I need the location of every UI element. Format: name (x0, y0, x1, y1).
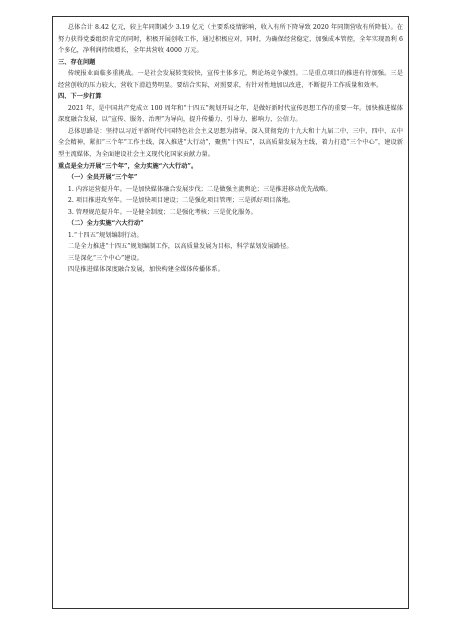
para-8: 1.“十四五”规划编制行动。 (67, 231, 143, 239)
para-10: 三是深化“三个中心”建设。 (67, 254, 143, 262)
para-9: 二是全力推进“十四五”规划编制工作，以高质量发展为目标，科学谋划发展路径。 (67, 243, 293, 251)
subheading-six-actions: （二）全力实施“六大行动” (67, 220, 144, 228)
para-3: 2021 年，是中国共产党成立 100 周年和“十四五”规划开局之年，是做好新时代宣传思想工作的重要一年。加快推进媒体深度融合发展，以“宣传、服务、治理”为导向，提升传播力、引导力、影响力、公信力。 (58, 104, 403, 124)
para-1: 总体合计 8.42 亿元，较上年同期减少 3.19 亿元（主要系疫情影响，收入有所下降导致 2020 年同期营收有所降低）。在努力获得党委组织肯定的同时，积极开展创收工作，通过积极应对，同时，为确保经营稳定，加强成本管控，全年实现盈利 6 个多亿，净利润持续增长，全年共营收 4000 万元。 (58, 24, 403, 55)
para-6: 2. 项目推进攻坚年。一是加快项目建设；二是强化项目管理；三是抓好项目落地。 (67, 197, 295, 205)
subheading-three-years: （一）全员开展“三个年” (67, 174, 138, 182)
para-11: 四是推进媒体深度融合发展，加快构建全媒体传播体系。 (67, 266, 224, 274)
para-4: 总体思路是：坚持以习近平新时代中国特色社会主义思想为指导，深入贯彻党的十九大和十九届二中、三中、四中、五中全会精神，紧扣“三个年”工作主线，深入推进“大行动”，聚焦“十四五”，以高质量发展为主线，着力打造“三个中心”，建设新型主流媒体，为全面建设社会主义现代化国家贡献力量。 (58, 127, 403, 159)
para-7: 3. 管理规范提升年。一是健全制度；二是强化考核；三是优化服务。 (67, 208, 257, 216)
document-body (58, 22, 403, 276)
para-5: 1. 内容运营提升年。一是加快媒体融合发展步伐；二是做强主流舆论；三是推进移动优先战略。 (67, 185, 332, 193)
heading-key-focus: 重点是全力开展“三个年”，全力实施“六大行动”。 (58, 162, 198, 170)
heading-problems: 三、存在问题 (58, 58, 96, 66)
heading-next-steps: 四、下一步打算 (58, 93, 102, 101)
para-2: 传统报业面临多重挑战。一是社会发展转变较快，宣传主体多元，舆论场竞争激烈。二是重点项目的推进有待加强。三是经营创收的压力较大，营收下滑趋势明显。要结合实际，对照要求，有针对性地加以改进，不断提升工作质量和效率。 (58, 70, 403, 89)
